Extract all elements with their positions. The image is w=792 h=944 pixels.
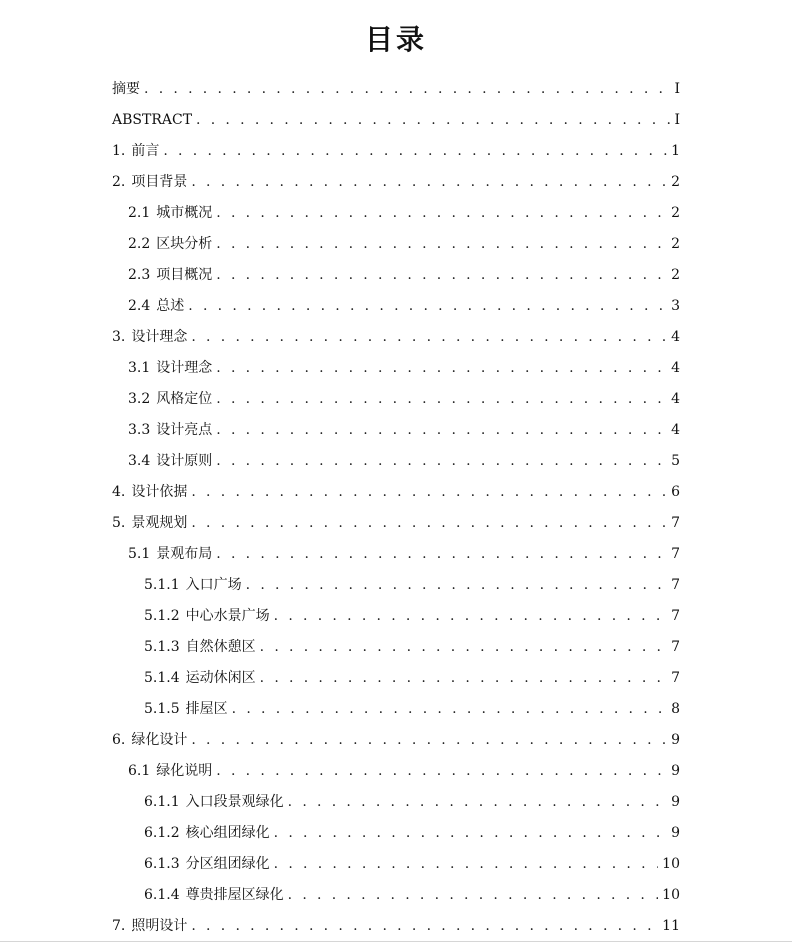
- toc-entry-text: 摘要: [112, 81, 140, 97]
- toc-entry-text: 核心组团绿化: [185, 825, 270, 841]
- toc-entry-label: [128, 449, 212, 473]
- toc-entry-text: ABSTRACT: [112, 112, 193, 128]
- toc-entry[interactable]: [144, 697, 680, 721]
- toc-entry-label: [112, 914, 187, 938]
- toc-entry-number: 6.1.3: [144, 856, 180, 872]
- toc-entry[interactable]: [112, 77, 680, 101]
- toc-entry-number: 5.1.4: [144, 670, 180, 686]
- dot-leader: [196, 108, 670, 132]
- toc-entry-page-number: 7: [671, 546, 680, 562]
- toc-entry-page-number: 9: [671, 825, 680, 841]
- toc-entry-label: [128, 201, 212, 225]
- toc-entry-number: 3.3: [128, 422, 151, 438]
- toc-entry-page-number: 9: [671, 794, 680, 810]
- dot-leader: [216, 356, 667, 380]
- toc-entry-number: 2.3: [128, 267, 151, 283]
- toc-entry-page-number: 4: [671, 329, 680, 345]
- toc-entry[interactable]: [112, 511, 680, 535]
- dot-leader: [191, 170, 667, 194]
- toc-entry[interactable]: [128, 232, 680, 256]
- toc-entry-label: [112, 77, 140, 101]
- toc-entry-label: [128, 263, 212, 287]
- dot-leader: [191, 511, 667, 535]
- toc-entry-label: [144, 573, 242, 597]
- toc-entry-label: [128, 232, 212, 256]
- toc-entry-page-number: 7: [671, 608, 680, 624]
- toc-entry-text: 城市概况: [156, 205, 213, 221]
- toc-entry-text: 设计理念: [131, 329, 188, 345]
- dot-leader: [163, 139, 667, 163]
- toc-entry-label: [144, 635, 256, 659]
- toc-entry-text: 照明设计: [131, 918, 188, 934]
- toc-entry-text: 中心水景广场: [185, 608, 270, 624]
- toc-entry-page-number: 10: [662, 856, 680, 872]
- dot-leader: [191, 325, 667, 349]
- toc-entry-number: 5.1.5: [144, 701, 180, 717]
- toc-entry-page-number: 6: [671, 484, 680, 500]
- toc-entry-number: 7.: [112, 918, 126, 934]
- dot-leader: [216, 418, 667, 442]
- toc-entry-label: [144, 821, 270, 845]
- toc-entry-text: 入口广场: [185, 577, 242, 593]
- toc-entry-text: 景观布局: [156, 546, 213, 562]
- dot-leader: [232, 697, 667, 721]
- toc-entry-text: 项目背景: [131, 174, 188, 190]
- toc-entry[interactable]: [128, 356, 680, 380]
- toc-entry-number: 2.1: [128, 205, 151, 221]
- toc-entry-page-number: 2: [671, 205, 680, 221]
- toc-entry-page-number: 9: [671, 763, 680, 779]
- toc-entry-text: 运动休闲区: [185, 670, 256, 686]
- toc-entry-page-number: 11: [662, 918, 680, 934]
- dot-leader: [216, 759, 667, 783]
- toc-entry-text: 设计亮点: [156, 422, 213, 438]
- toc-entry-number: 3.1: [128, 360, 151, 376]
- toc-entry-page-number: 5: [671, 453, 680, 469]
- toc-entry[interactable]: [144, 883, 680, 907]
- toc-entry-text: 绿化说明: [156, 763, 213, 779]
- toc-entry-page-number: 4: [671, 360, 680, 376]
- toc-entry-label: [128, 294, 184, 318]
- toc-entry-number: 5.1.3: [144, 639, 180, 655]
- toc-entry[interactable]: [112, 480, 680, 504]
- toc-entry-text: 排屋区: [185, 701, 228, 717]
- toc-entry-number: 5.1.1: [144, 577, 180, 593]
- toc-entry[interactable]: [112, 914, 680, 938]
- toc-entry[interactable]: [144, 821, 680, 845]
- toc-entry[interactable]: [128, 542, 680, 566]
- dot-leader: [274, 821, 667, 845]
- toc-entry-page-number: 7: [671, 639, 680, 655]
- toc-entry-label: [128, 356, 212, 380]
- toc-entry[interactable]: [144, 604, 680, 628]
- toc-entry[interactable]: [128, 449, 680, 473]
- dot-leader: [288, 883, 659, 907]
- toc-entry[interactable]: [128, 759, 680, 783]
- toc-entry[interactable]: [112, 170, 680, 194]
- dot-leader: [260, 635, 667, 659]
- toc-entry-text: 区块分析: [156, 236, 213, 252]
- toc-entry-label: [112, 139, 159, 163]
- toc-entry-text: 设计原则: [156, 453, 213, 469]
- toc-entry-number: 6.1.1: [144, 794, 180, 810]
- dot-leader: [216, 263, 667, 287]
- toc-entry-page-number: 9: [671, 732, 680, 748]
- toc-entry-page-number: 7: [671, 670, 680, 686]
- toc-entry-text: 设计理念: [156, 360, 213, 376]
- toc-entry-number: 4.: [112, 484, 126, 500]
- dot-leader: [216, 201, 667, 225]
- toc-entry-number: 6.1.2: [144, 825, 180, 841]
- toc-entry-label: [128, 387, 212, 411]
- toc-entry-label: [128, 542, 212, 566]
- toc-entry-number: 6.1: [128, 763, 151, 779]
- toc-entry-number: 2.4: [128, 298, 151, 314]
- toc-entry-number: 5.1.2: [144, 608, 180, 624]
- toc-entry[interactable]: [144, 852, 680, 876]
- toc-entry[interactable]: [128, 294, 680, 318]
- toc-entry-text: 绿化设计: [131, 732, 188, 748]
- toc-entry-text: 尊贵排屋区绿化: [185, 887, 284, 903]
- dot-leader: [191, 728, 667, 752]
- toc-entry-page-number: 8: [671, 701, 680, 717]
- toc-entry-number: 2.: [112, 174, 126, 190]
- page-title: 目录: [364, 23, 427, 56]
- dot-leader: [274, 604, 667, 628]
- toc-entry-number: 1.: [112, 143, 126, 159]
- toc-entry[interactable]: [112, 139, 680, 163]
- toc-entry-text: 分区组团绿化: [185, 856, 270, 872]
- toc-entry-text: 入口段景观绿化: [185, 794, 284, 810]
- toc-entry-label: [128, 418, 212, 442]
- dot-leader: [216, 542, 667, 566]
- toc-entry-page-number: 2: [671, 236, 680, 252]
- dot-leader: [260, 666, 667, 690]
- toc-entry-number: 3.2: [128, 391, 151, 407]
- dot-leader: [288, 790, 667, 814]
- dot-leader: [191, 480, 667, 504]
- toc-entry-page-number: 4: [671, 422, 680, 438]
- toc-entry-label: [144, 883, 284, 907]
- toc-entry[interactable]: [128, 263, 680, 287]
- toc-entry-text: 景观规划: [131, 515, 188, 531]
- toc-entry[interactable]: [112, 108, 680, 132]
- toc-entry-page-number: 10: [662, 887, 680, 903]
- dot-leader: [274, 852, 659, 876]
- toc-entry-number: 3.: [112, 329, 126, 345]
- page-edge-divider: [0, 941, 792, 942]
- toc-entry-number: 6.1.4: [144, 887, 180, 903]
- toc-entry-page-number: I: [674, 112, 680, 128]
- toc-entry[interactable]: [128, 201, 680, 225]
- toc-entry-label: [144, 852, 270, 876]
- toc-entry-text: 风格定位: [156, 391, 213, 407]
- dot-leader: [144, 77, 670, 101]
- toc-entry[interactable]: [128, 387, 680, 411]
- dot-leader: [191, 914, 658, 938]
- dot-leader: [246, 573, 667, 597]
- toc-entry-text: 设计依据: [131, 484, 188, 500]
- toc-entry-text: 总述: [156, 298, 185, 314]
- toc-entry-page-number: 2: [671, 174, 680, 190]
- dot-leader: [216, 449, 667, 473]
- dot-leader: [188, 294, 667, 318]
- dot-leader: [216, 232, 667, 256]
- toc-entry-label: [144, 697, 228, 721]
- toc-entry[interactable]: [144, 635, 680, 659]
- dot-leader: [216, 387, 667, 411]
- toc-entry[interactable]: [144, 666, 680, 690]
- toc-entry-page-number: 3: [671, 298, 680, 314]
- toc-entry-label: [112, 728, 187, 752]
- toc-entry-number: 5.1: [128, 546, 151, 562]
- toc-entry[interactable]: [112, 325, 680, 349]
- toc-entry-page-number: I: [674, 81, 680, 97]
- toc-entry-number: 3.4: [128, 453, 151, 469]
- toc-entry-number: 2.2: [128, 236, 151, 252]
- toc-entry-page-number: 7: [671, 515, 680, 531]
- toc-entry[interactable]: [112, 728, 680, 752]
- toc-entry-label: [128, 759, 212, 783]
- toc-entry-label: [112, 480, 187, 504]
- toc-entry-page-number: 1: [671, 143, 680, 159]
- toc-entry-page-number: 2: [671, 267, 680, 283]
- toc-entry-label: [144, 666, 256, 690]
- toc-entry[interactable]: [128, 418, 680, 442]
- toc-entry[interactable]: [144, 573, 680, 597]
- toc-entry-label: [144, 790, 284, 814]
- toc-entry-page-number: 4: [671, 391, 680, 407]
- toc-entry[interactable]: [144, 790, 680, 814]
- toc-entry-number: 5.: [112, 515, 126, 531]
- toc-entry-page-number: 7: [671, 577, 680, 593]
- toc-entry-text: 自然休憩区: [185, 639, 256, 655]
- toc-entry-number: 6.: [112, 732, 126, 748]
- toc-entry-label: [144, 604, 270, 628]
- toc-entry-label: [112, 325, 187, 349]
- toc-entry-text: 前言: [131, 143, 160, 159]
- toc-entry-label: [112, 108, 192, 132]
- toc-entry-label: [112, 511, 187, 535]
- toc-entry-label: [112, 170, 187, 194]
- toc-entry-text: 项目概况: [156, 267, 213, 283]
